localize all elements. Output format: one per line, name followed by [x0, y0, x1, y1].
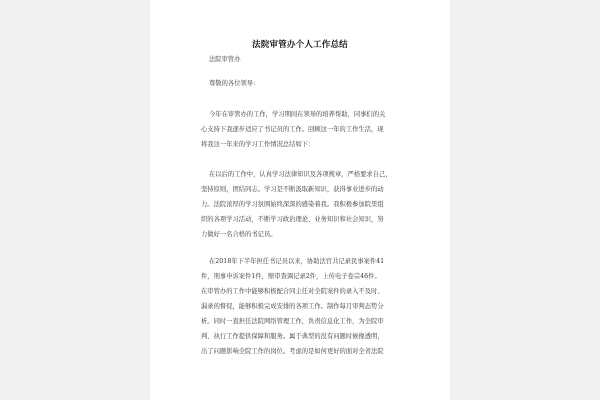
- paragraph-3-line-4: 漏录的督促，能够积极完成安排的各项工作。制作每月审判态势分: [201, 303, 384, 310]
- document-title: 法院审管办个人工作总结: [252, 40, 348, 50]
- paragraph-1-line-1: 今年在审管办的工作，学习期间在领导的培养帮助，同事们的关: [209, 111, 386, 118]
- paragraph-2-line-2: 坚持原则，团结同志。学习是不断汲取新知识，获得事业进步的动: [201, 186, 384, 193]
- salutation: 尊敬的各位领导：: [209, 80, 260, 87]
- paragraph-3-line-6: 判、执行工作提供保障和服务。属于典型的没有问题时候像透明，: [201, 333, 384, 340]
- paragraph-3-line-2: 件，刑事申诉案件1件，赔审查调记录2件，上传电子卷宗46件。: [201, 273, 381, 280]
- paragraph-1-line-3: 将我这一年来的学习工作情况总结如下：: [201, 141, 315, 148]
- paragraph-2-line-4: 织的各项学习活动，不断学习政治理论、业务知识和社会知识，努: [201, 216, 384, 223]
- org-name: 法院审管办: [209, 56, 241, 63]
- paragraph-2-line-5: 力做好一名合格的书记员。: [201, 231, 277, 238]
- paragraph-3-line-3: 在审管办的工作中能够积极配合同主任对全院案件的录入不及时、: [201, 288, 384, 295]
- paragraph-2-line-1: 在以后的工作中，认真学习法律知识及各项规章，严格要求自己，: [209, 171, 392, 178]
- paragraph-3-line-7: 出了问题影响全院工作的岗位。考虑的是如何更好的面对全省法院: [201, 348, 384, 355]
- document-page: [150, 0, 450, 400]
- paragraph-3-line-1: 在2018年下半年担任书记员以来，协助法官共记录民事案件41: [209, 258, 385, 265]
- paragraph-1-line-2: 心支持下我逐步适应了书记员的工作。回顾这一年的工作生活，现: [201, 126, 384, 133]
- paragraph-3-line-5: 析。同时一直担任法院网络管理工作，负责信息化工作，为全院审: [201, 318, 384, 325]
- paragraph-2-line-3: 力。法院浓厚的学习氛围始终深深的感染着我。我积极参加院里组: [201, 201, 384, 208]
